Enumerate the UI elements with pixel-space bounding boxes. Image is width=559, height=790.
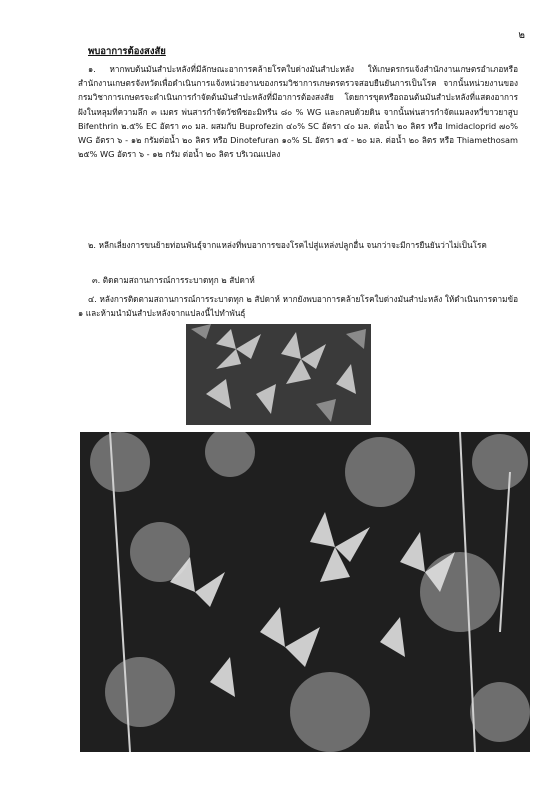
paragraph-1: ๑. หากพบต้นมันสำปะหลังที่มีลักษณะอาการคล้ายโรคใบด่างมันสำปะหลัง ให้เกษตรกรแจ้งสำนักงานเกษตรอำเภอหรือสำนักงานเกษตรจังหวัดเพื่อดำเนินการแจ้งหน่วยงานของกรมวิชาการเกษตรตรวจสอบยืนยันการเป็นโรค จากนั้นหน่วยงานของกรมวิชาการเกษตรจะดำเนินการกำจัดต้นมันสำปะหลังที่มีอาการต้องสงสัย โดยการขุดหรือถอนต้นมันสำปะหลังที่แสดงอาการฝังในหลุมที่ความลึก ๓ เมตร พ่นสารกำจัดวัชพืชอะมิทรีน ๘๐ % WG และกลบด้วยดิน จากนั้นพ่นสารกำจัดแมลงหวี่ขาวยาสูบ Bifenthrin ๒.๕% EC อัตรา ๓๐ มล. ผสมกับ Buprofezin ๔๐% SC อัตรา ๔๐ มล. ต่อน้ำ ๒๐ ลิตร หรือ Imidacloprid ๗๐% WG อัตรา ๖ - ๑๒ กรัมต่อน้ำ ๒๐ ลิตร หรือ Dinotefuran ๑๐% SL อัตรา ๑๕ - ๒๐ มล. ต่อน้ำ ๒๐ ลิตร หรือ Thiamethosam ๒๕% WG อัตรา ๖ - ๑๒ กรัม ต่อน้ำ ๒๐ ลิตร บริเวณแปลง — [78, 64, 518, 160]
paragraph-3: ๓. ติดตามสถานการณ์การระบาดทุก ๒ สัปดาห์ — [92, 275, 255, 285]
paragraph-1-block — [78, 62, 518, 161]
cassava-leaf-photo-top — [186, 324, 371, 425]
page-number: ๒ — [518, 30, 525, 41]
paragraph-2: ๒. หลีกเลี่ยงการขนย้ายท่อนพันธุ์จากแหล่งที่พบอาการของโรคไปสู่แหล่งปลูกอื่น จนกว่าจะมีการยืนยันว่าไม่เป็นโรค — [88, 240, 487, 250]
paragraph-4-block — [78, 292, 518, 320]
cassava-field-photo-bottom — [80, 432, 530, 752]
paragraph-4: ๔. หลังการติดตามสถานการณ์การระบาดทุก ๒ สัปดาห์ หากยังพบอาการคล้ายโรคใบด่างมันสำปะหลัง ให้ดำเนินการตามข้อ ๑ และห้ามนำมันสำปะหลังจากแปลงนี้ไปทำพันธุ์ — [78, 294, 518, 319]
section-heading: พบอาการต้องสงสัย — [88, 46, 166, 57]
paragraph-2-block — [78, 238, 518, 252]
